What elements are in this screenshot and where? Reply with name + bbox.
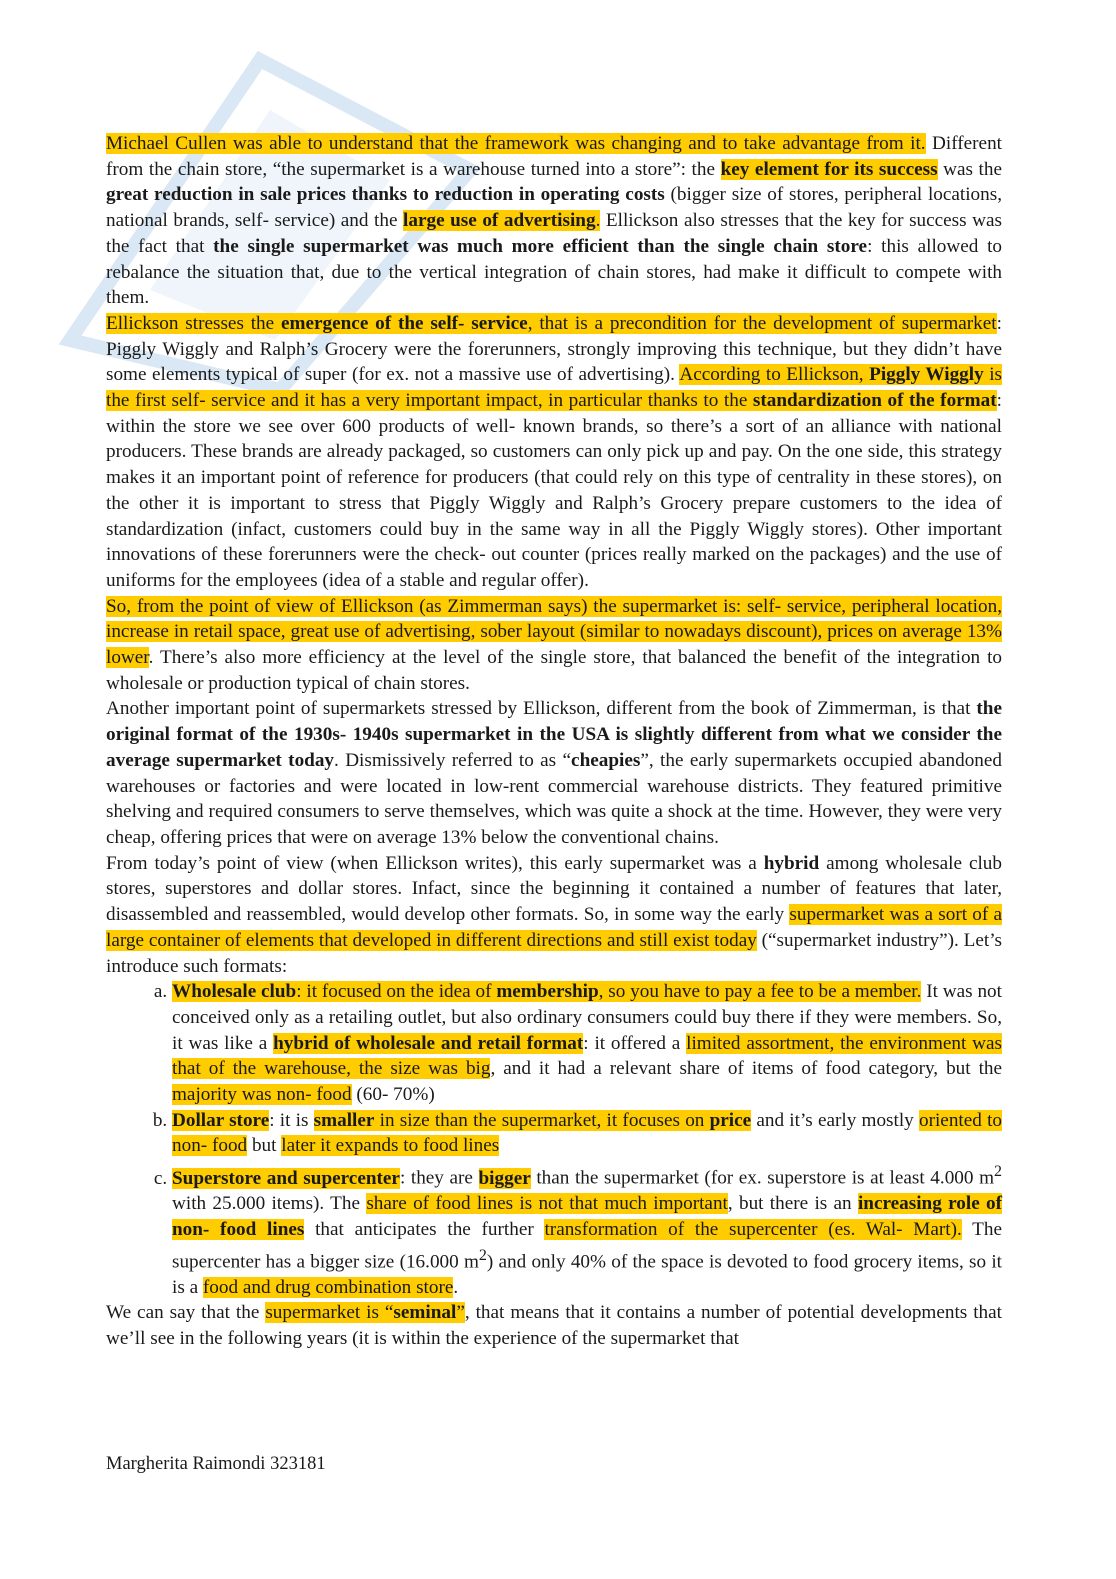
footer-author: Margherita Raimondi 323181 bbox=[106, 1454, 326, 1474]
paragraph-ellickson-view: So, from the point of view of Ellickson (as Zimmerman says) the supermarket is: self- service, peripheral location, increase in retail space, great use of advertising, sober layout (similar to nowadays discount), prices on average 13% lower. There’s also more efficiency at the level of the single store, that balanced the benefit of the integration to wholesale or production typical of chain stores. bbox=[106, 595, 1002, 694]
document-body bbox=[106, 131, 1002, 1352]
paragraph-cullen: Michael Cullen was able to understand that the framework was changing and to take advantage from it. Different from the chain store, “the supermarket is a warehouse turned into a store”: the key element for its success was the great reduction in sale prices thanks to reduction in operating costs (bigger size of stores, peripheral locations, national brands, self- service) and the large use of advertising. Ellickson also stresses that the key for success was the fact that the single supermarket was much more efficient than the single chain store: this allowed to rebalance the situation that, due to the vertical integration of chain stores, had make it difficult to compete with them. bbox=[106, 133, 1003, 309]
paragraph-original-format: Another important point of supermarkets stressed by Ellickson, different from the book of Zimmerman, is that the original format of the 1930s- 1940s supermarket in the USA is slightly different from what we consider the average supermarket today. Dismissively referred to as “cheapies”, the early supermarkets occupied abandoned warehouses or factories and were located in low-rent commercial warehouse districts. They featured primitive shelving and required consumers to serve themselves, which was quite a shock at the time. However, they were very cheap, offering prices that were on average 13% below the conventional chains. bbox=[106, 698, 1002, 848]
paragraph-self-service: Ellickson stresses the emergence of the self- service, that is a precondition for the development of supermarket: Piggly Wiggly and Ralph’s Grocery were the forerunners, strongly improving this technique, but they didn’t have some elements typical of super (for ex. not a massive use of advertising). According to Ellickson, Piggly Wiggly is the first self- service and it has a very important impact, in particular thanks to the standardization of the format: within the store we see over 600 products of well- known brands, so there’s a sort of an alliance with national producers. These brands are already packaged, so customers can only pick up and pay. On the one side, this strategy makes it an important point of reference for producers (that could rely on this type of centrality in these stores), on the other it is important to stress that Piggly Wiggly and Ralph’s Grocery prepare customers to the idea of standardization (infact, customers could buy in the same way in all the Piggly Wiggly stores). Other important innovations of these forerunners were the check- out counter (prices really marked on the packages) and the use of uniforms for the employees (idea of a stable and regular offer). bbox=[106, 312, 1002, 591]
list-item-superstore: c. Superstore and supercenter: they are bigger than the supermarket (for ex. superstore is at least 4.000 $m^2$ with 25.000 items). The share of food lines is not that much important, but there is an increasing role of non- food lines that anticipates the further transformation of the supercenter (es. Wal- Mart). The supercenter has a bigger size (16.000 $m^2$) and only 40% of the space is devoted to food grocery items, so it is a food and drug combination store. bbox=[172, 1159, 1002, 1300]
formats-list bbox=[106, 979, 1002, 1300]
paragraph-seminal: We can say that the supermarket is “seminal”, that means that it contains a number of potential developments that we’ll see in the following years (it is within the experience of the supermarket that bbox=[106, 1302, 1002, 1350]
paragraph-hybrid: From today’s point of view (when Ellickson writes), this early supermarket was a hybrid among wholesale club stores, superstores and dollar stores. Infact, since the beginning it contained a number of features that later, disassembled and reassembled, would develop other formats. So, in some way the early supermarket was a sort of a large container of elements that developed in different directions and still exist today (“supermarket industry”). Let’s introduce such formats: bbox=[106, 852, 1003, 977]
list-item-dollar-store: b. Dollar store: it is smaller in size than the supermarket, it focuses on price and it’s early mostly oriented to non- food but later it expands to food lines bbox=[172, 1108, 1002, 1159]
list-item-wholesale-club: a. Wholesale club: it focused on the idea of membership, so you have to pay a fee to be a member. It was not conceived only as a retailing outlet, but also ordinary consumers could buy there if they were members. So, it was like a hybrid of wholesale and retail format: it offered a limited assortment, the environment was that of the warehouse, the size was big, and it had a relevant share of items of food category, but the majority was non- food (60- 70%) bbox=[172, 979, 1002, 1108]
